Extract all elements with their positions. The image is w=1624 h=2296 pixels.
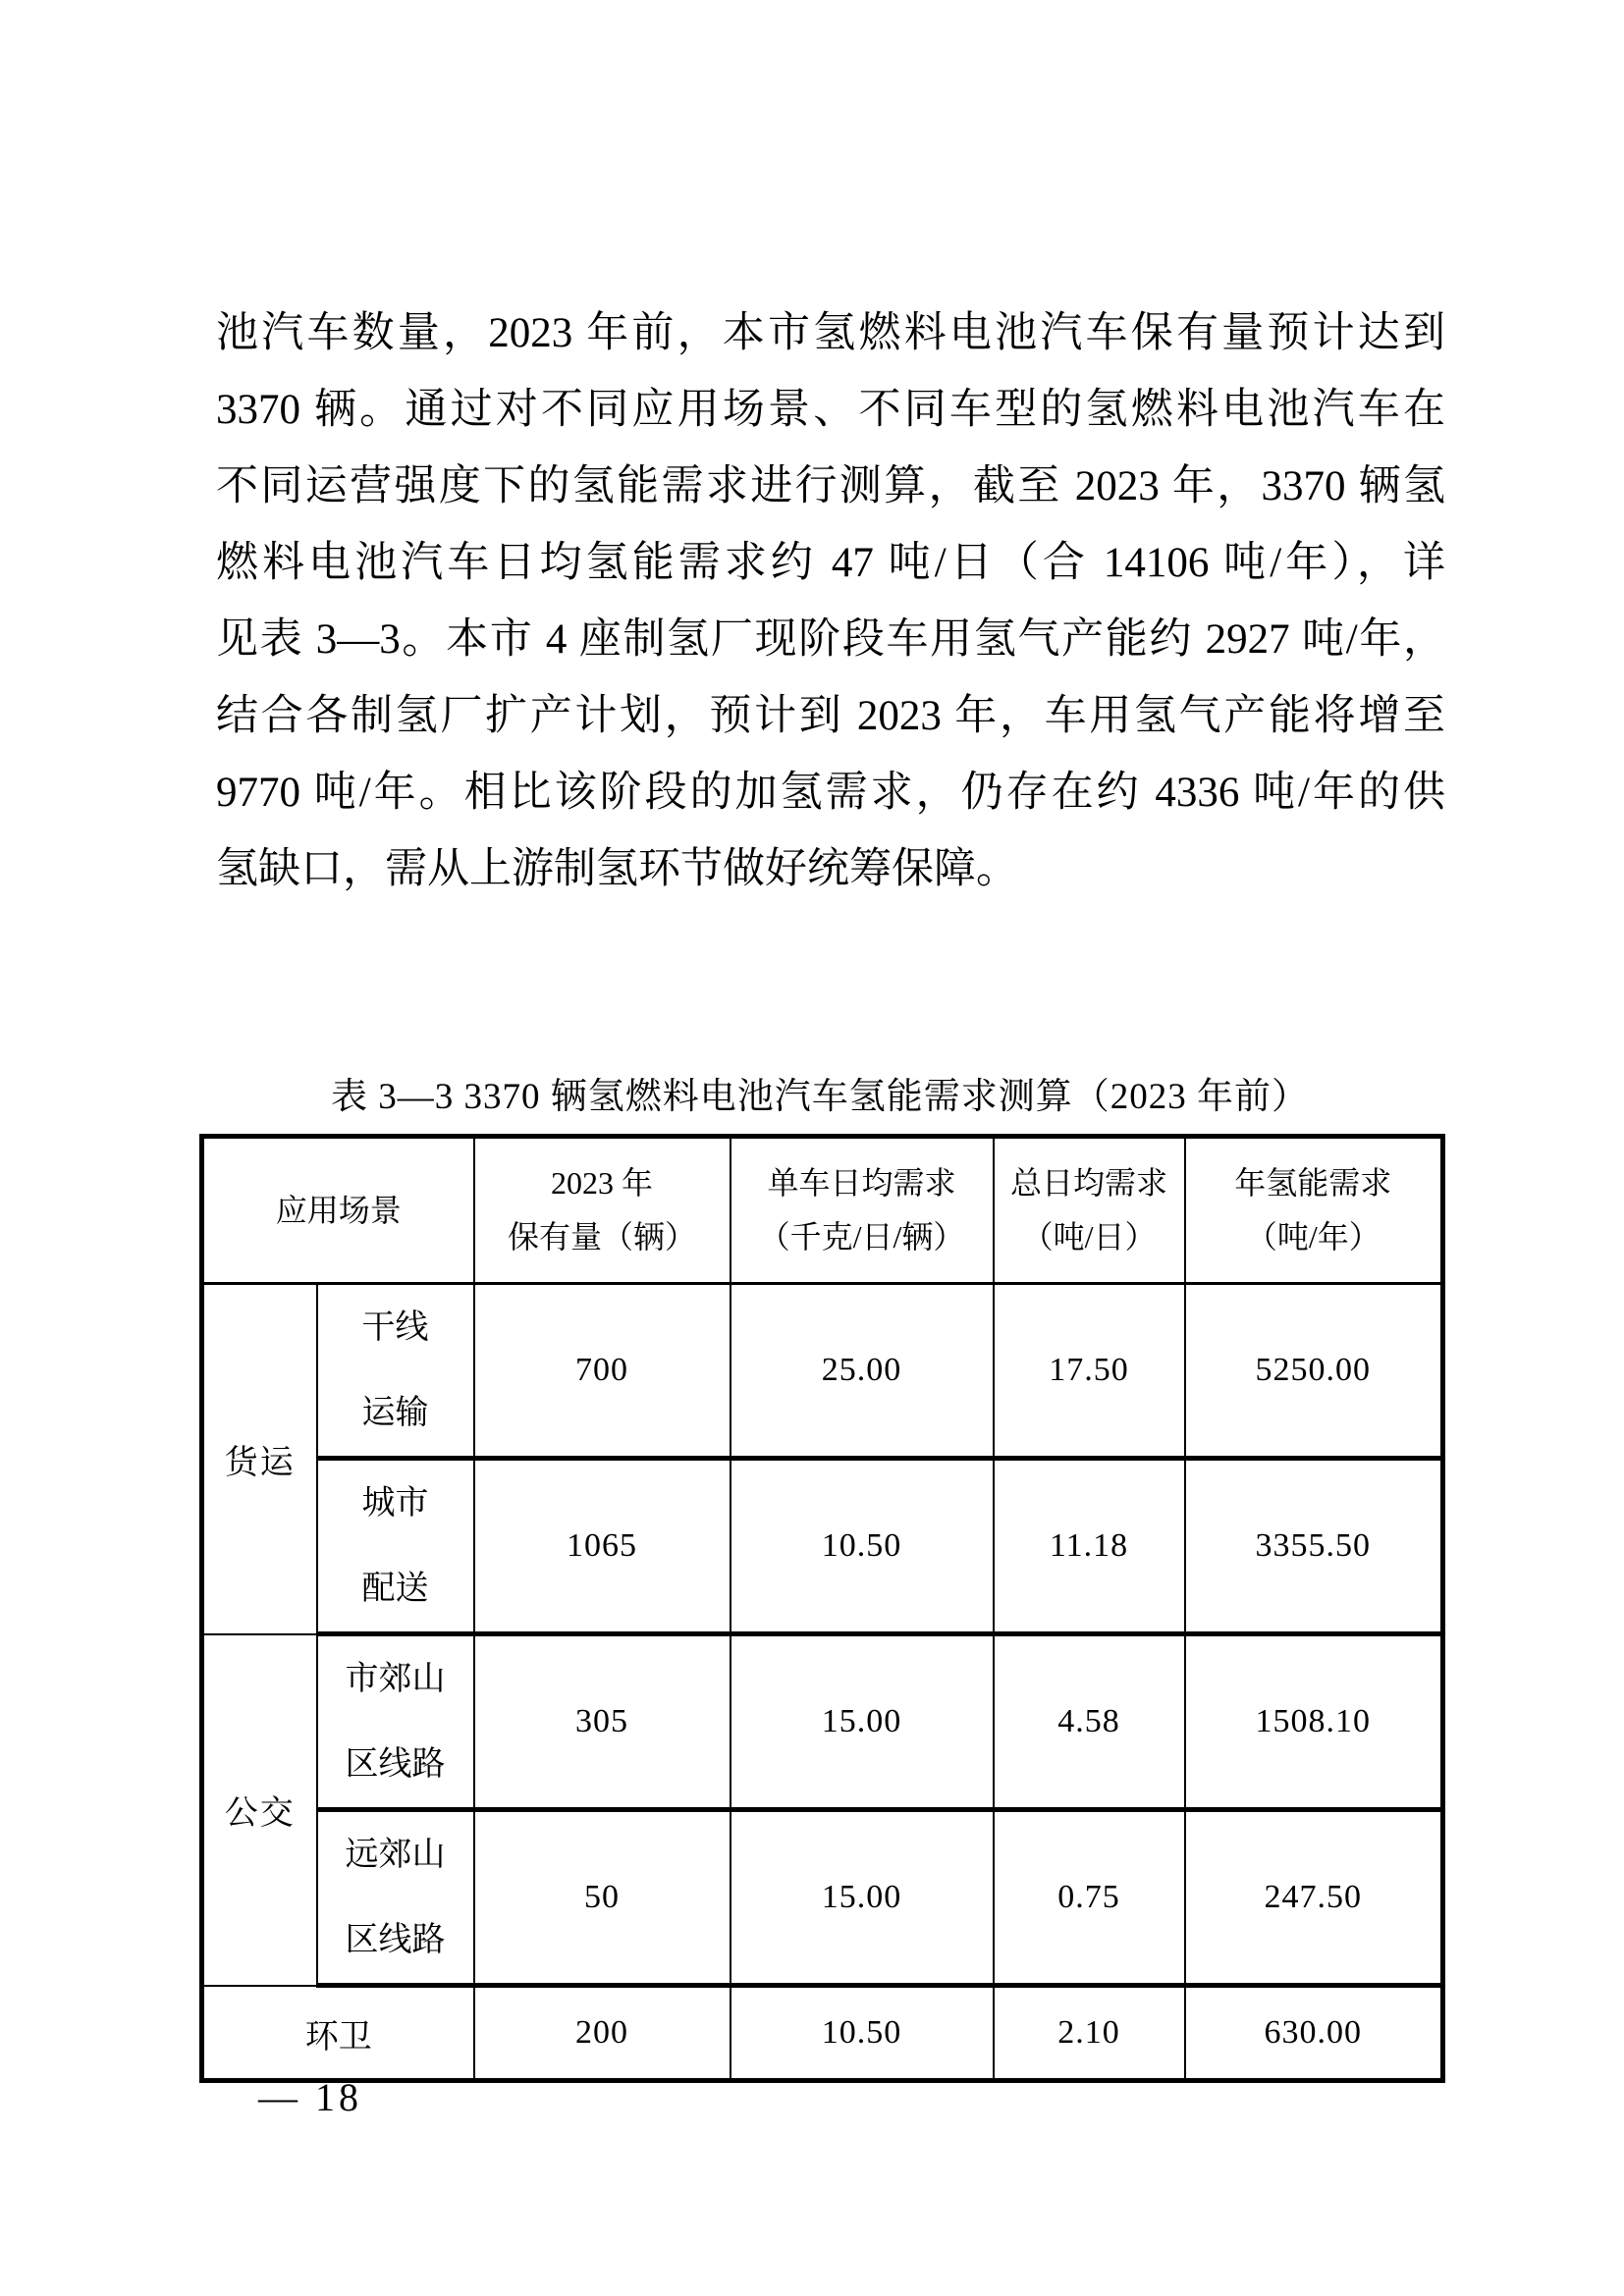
paragraph-line: 氢缺口，需从上游制氢环节做好统筹保障。 xyxy=(216,846,1018,892)
table-caption: 表 3—3 3370 辆氢燃料电池汽车氢能需求测算（2023 年前） xyxy=(331,1077,1309,1117)
scene-text: 运输 xyxy=(361,1395,429,1431)
paragraph-line: 结合各制氢厂扩产计划，预计到 2023 年，车用氢气产能将增至 xyxy=(216,693,1445,739)
paragraph-line: 燃料电池汽车日均氢能需求约 47 吨/日（合 14106 吨/年），详 xyxy=(216,540,1445,586)
cell-remote-annual: 247.50 xyxy=(1185,1810,1443,1986)
scene-sanitation: 环卫 xyxy=(202,1986,474,2081)
scene-trunk-transport xyxy=(317,1284,474,1459)
cell-remote-daily-total: 0.75 xyxy=(994,1810,1185,1986)
table-header-row xyxy=(202,1137,1443,1284)
cell-suburban-annual: 1508.10 xyxy=(1185,1634,1443,1810)
header-text: 应用场景 xyxy=(275,1192,402,1228)
header-text: （吨/年） xyxy=(1245,1219,1380,1255)
cell-suburban-daily-total: 4.58 xyxy=(994,1634,1185,1810)
paragraph-line: 见表 3—3。本市 4 座制氢厂现阶段车用氢气产能约 2927 吨/年， xyxy=(216,616,1445,663)
header-text: 2023 年 xyxy=(551,1165,654,1201)
scene-text: 区线路 xyxy=(345,1922,446,1958)
cell-city-annual: 3355.50 xyxy=(1185,1459,1443,1634)
cell-sanitation-fleet: 200 xyxy=(474,1986,731,2081)
table-row xyxy=(202,1810,1443,1986)
header-text: （吨/日） xyxy=(1021,1219,1157,1255)
table-row xyxy=(202,1284,1443,1459)
group-freight: 货运 xyxy=(202,1284,317,1634)
header-application-scenario xyxy=(202,1137,474,1284)
cell-sanitation-daily-total: 2.10 xyxy=(994,1986,1185,2081)
header-total-daily-demand xyxy=(994,1137,1185,1284)
header-annual-hydrogen-demand xyxy=(1185,1137,1443,1284)
page-number: — 18 xyxy=(258,2075,362,2119)
cell-suburban-per-vehicle: 15.00 xyxy=(731,1634,994,1810)
cell-trunk-per-vehicle: 25.00 xyxy=(731,1284,994,1459)
group-bus: 公交 xyxy=(202,1634,317,1986)
header-per-vehicle-daily-demand xyxy=(731,1137,994,1284)
cell-trunk-fleet: 700 xyxy=(474,1284,731,1459)
header-text: 总日均需求 xyxy=(1010,1165,1168,1201)
cell-city-daily-total: 11.18 xyxy=(994,1459,1185,1634)
scene-text: 配送 xyxy=(361,1571,429,1607)
cell-suburban-fleet: 305 xyxy=(474,1634,731,1810)
scene-text: 市郊山 xyxy=(345,1661,446,1697)
cell-remote-fleet: 50 xyxy=(474,1810,731,1986)
cell-trunk-daily-total: 17.50 xyxy=(994,1284,1185,1459)
scene-text: 区线路 xyxy=(345,1746,446,1783)
cell-trunk-annual: 5250.00 xyxy=(1185,1284,1443,1459)
cell-city-fleet: 1065 xyxy=(474,1459,731,1634)
body-paragraph xyxy=(216,295,1445,908)
table-row xyxy=(202,1986,1443,2081)
scene-suburban-mountain-lines xyxy=(317,1634,474,1810)
hydrogen-demand-table xyxy=(199,1134,1445,2083)
table-row xyxy=(202,1459,1443,1634)
header-text: （千克/日/辆） xyxy=(758,1219,965,1255)
paragraph-line: 池汽车数量，2023 年前，本市氢燃料电池汽车保有量预计达到 xyxy=(216,310,1445,356)
cell-remote-per-vehicle: 15.00 xyxy=(731,1810,994,1986)
cell-sanitation-annual: 630.00 xyxy=(1185,1986,1443,2081)
header-2023-fleet xyxy=(474,1137,731,1284)
scene-text: 城市 xyxy=(361,1485,429,1522)
cell-sanitation-per-vehicle: 10.50 xyxy=(731,1986,994,2081)
paragraph-line: 3370 辆。通过对不同应用场景、不同车型的氢燃料电池汽车在 xyxy=(216,387,1445,433)
header-text: 保有量（辆） xyxy=(508,1219,697,1255)
header-text: 单车日均需求 xyxy=(767,1165,956,1201)
scene-text: 干线 xyxy=(361,1309,429,1346)
scene-remote-mountain-lines xyxy=(317,1810,474,1986)
paragraph-line: 9770 吨/年。相比该阶段的加氢需求，仍存在约 4336 吨/年的供 xyxy=(216,770,1445,816)
scene-city-delivery xyxy=(317,1459,474,1634)
header-text: 年氢能需求 xyxy=(1234,1165,1392,1201)
cell-city-per-vehicle: 10.50 xyxy=(731,1459,994,1634)
paragraph-line: 不同运营强度下的氢能需求进行测算，截至 2023 年，3370 辆氢 xyxy=(216,463,1445,509)
table-row xyxy=(202,1634,1443,1810)
scene-text: 远郊山 xyxy=(345,1837,446,1873)
